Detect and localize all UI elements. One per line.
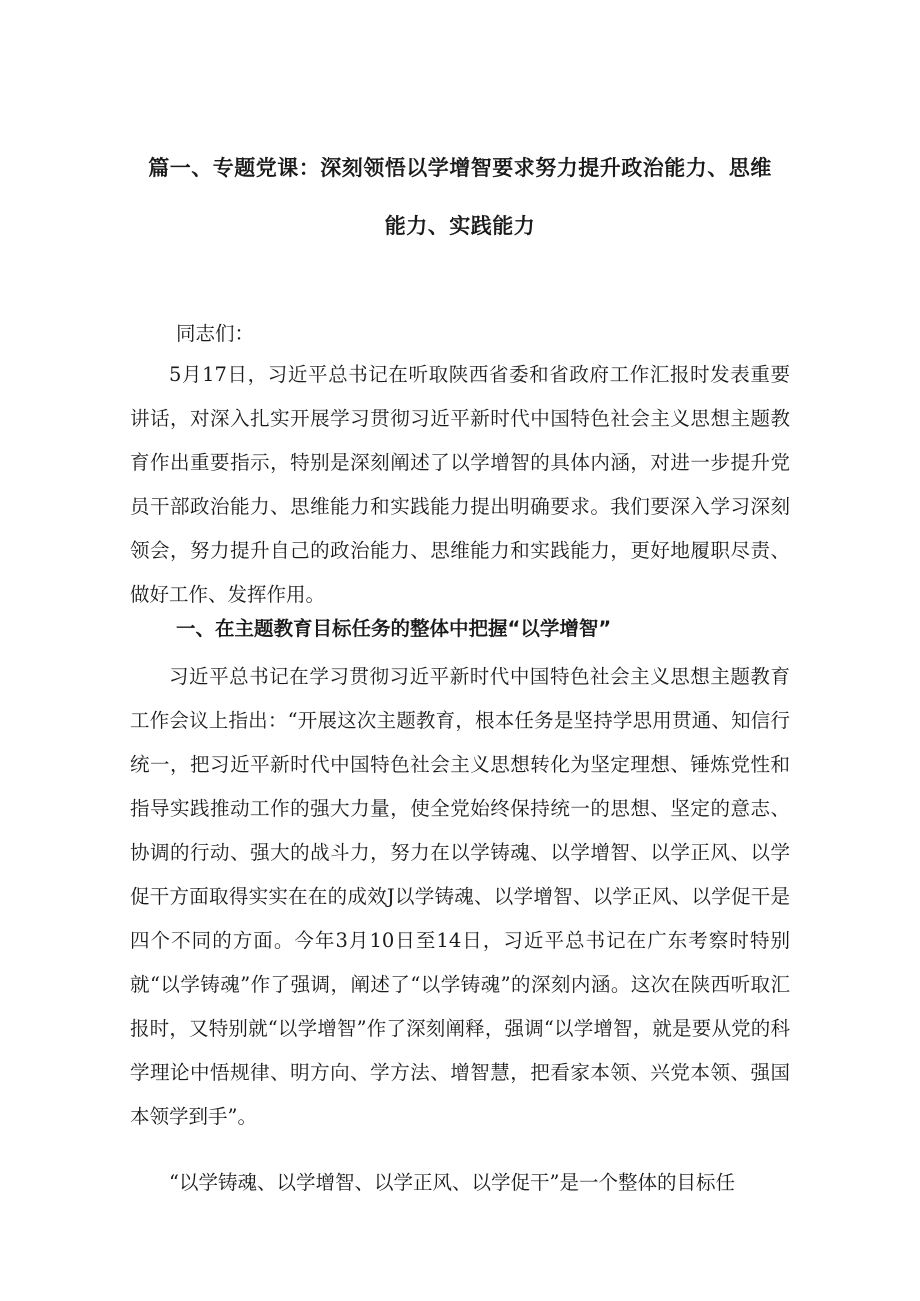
paragraph-continued: “以学铸魂、以学增智、以学正风、以学促干”是一个整体的目标任 bbox=[169, 1171, 735, 1194]
document-title-line-1: 篇一、专题党课：深刻领悟以学增智要求努力提升政治能力、思维 bbox=[148, 156, 772, 180]
document-title-line-2: 能力、实践能力 bbox=[384, 214, 536, 238]
paragraph-intro: 5月17日，习近平总书记在听取陕西省委和省政府工作汇报时发表重要讲话，对深入扎实开展学习贯彻习近平新时代中国特色社会主义思想主题教育作出重要指示，特别是深刻阐述了以学增智的具体内涵，对进一步提升党员干部政治能力、思维能力和实践能力提出明确要求。我们要深入学习深刻领会，努力提升自己的政治能力、思维能力和实践能力，更好地履职尽责、做好工作、发挥作用。 bbox=[130, 363, 790, 606]
section-heading-1: 一、在主题教育目标任务的整体中把握“以学增智” bbox=[176, 617, 612, 640]
greeting: 同志们： bbox=[176, 322, 255, 345]
paragraph-section-1: 习近平总书记在学习贯彻习近平新时代中国特色社会主义思想主题教育工作会议上指出：“开展这次主题教育，根本任务是坚持学思用贯通、知信行统一，把习近平新时代中国特色社会主义思想转化为坚定理想、锤炼党性和指导实践推动工作的强大力量，使全党始终保持统一的思想、坚定的意志、协调的行动、强大的战斗力，努力在以学铸魂、以学增智、以学正风、以学促干方面取得实实在在的成效J以学铸魂、以学增智、以学正风、以学促干是四个不同的方面。今年3月10日至14日，习近平总书记在广东考察时特别就“以学铸魂”作了强调，阐述了“以学铸魂”的深刻内涵。这次在陕西听取汇报时，又特别就“以学增智”作了深刻阐释，强调“以学增智，就是要从党的科学理论中悟规律、明方向、学方法、增智慧，把看家本领、兴党本领、强国本领学到手”。 bbox=[130, 665, 790, 1128]
